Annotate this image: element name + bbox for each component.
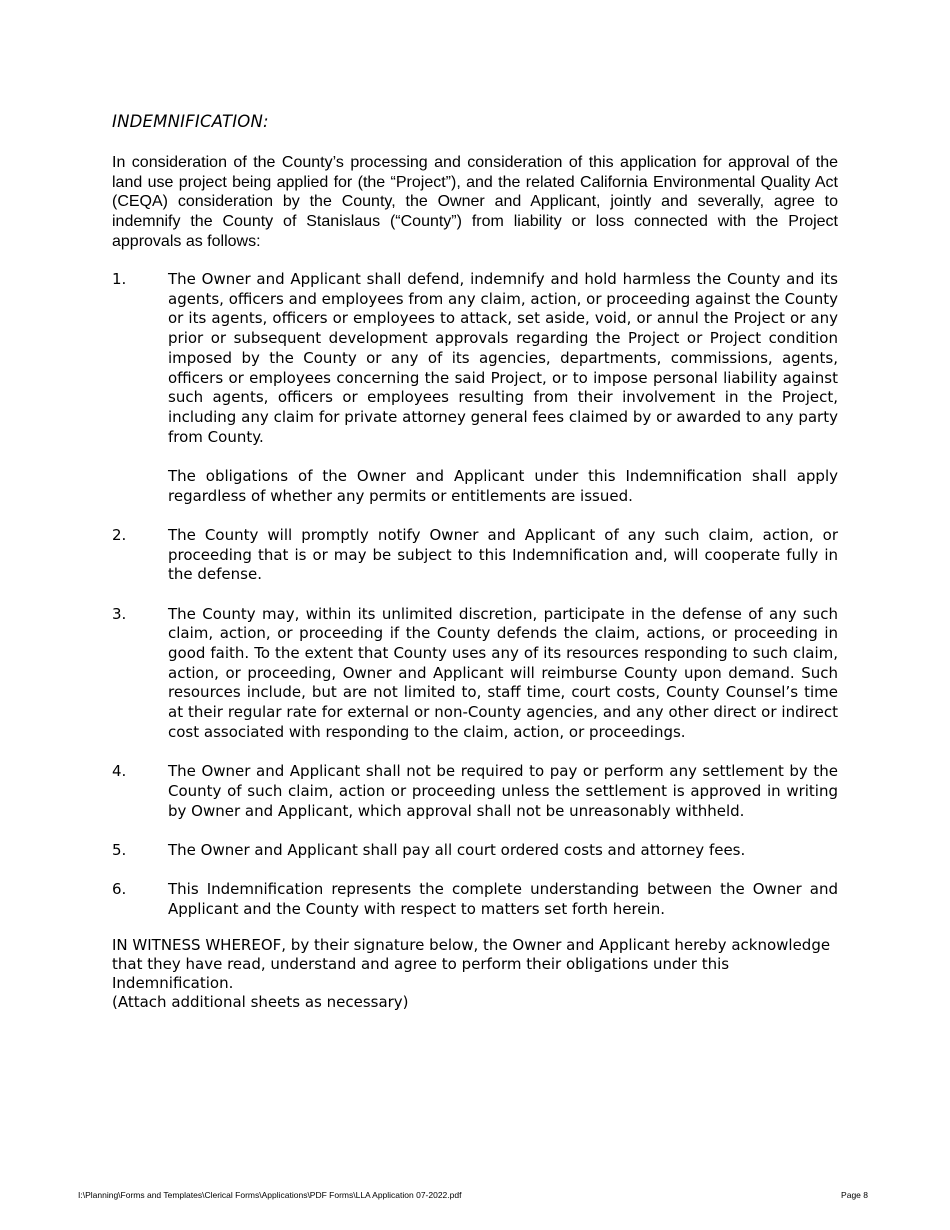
item-number: 4. <box>112 762 127 781</box>
section-heading: INDEMNIFICATION: <box>112 112 269 131</box>
item-number: 5. <box>112 840 127 859</box>
attach-note: (Attach additional sheets as necessary) <box>112 993 409 1011</box>
item-text <box>168 270 838 506</box>
item-paragraph: The Owner and Applicant shall not be required to pay or perform any settlement by the County of such claim, action or proceeding unless the settlement is approved in writing by Owner and Applicant, which approval shall not be unreasonably withheld. <box>168 762 838 820</box>
item-number: 3. <box>112 604 127 623</box>
indemnification-list <box>112 270 838 939</box>
item-number: 1. <box>112 270 127 288</box>
item-text <box>168 841 838 861</box>
witness-paragraph: IN WITNESS WHEREOF, by their signature below, the Owner and Applicant hereby acknowledge that they have read, understand and agree to perform their obligations under this Indemnification. <box>112 936 831 992</box>
item-text <box>168 526 838 585</box>
footer-page-number: Page 8 <box>841 1190 868 1200</box>
list-item <box>112 270 838 506</box>
item-paragraph: This Indemnification represents the complete understanding between the Owner and Applicant and the County with respect to matters set forth herein. <box>168 880 838 918</box>
list-item <box>112 841 838 861</box>
list-item <box>112 526 838 585</box>
item-number: 2. <box>112 525 127 544</box>
list-item <box>112 605 838 743</box>
list-item <box>112 880 838 919</box>
item-paragraph: The Owner and Applicant shall pay all court ordered costs and attorney fees. <box>168 840 746 859</box>
item-text <box>168 880 838 919</box>
item-paragraph: The County will promptly notify Owner and Applicant of any such claim, action, or proceeding that is or may be subject to this Indemnification and, will cooperate fully in the defense. <box>168 525 838 584</box>
item-number: 6. <box>112 880 127 899</box>
item-paragraph: The County may, within its unlimited discretion, participate in the defense of any such claim, action, or proceeding if the County defends the claim, actions, or proceeding in good faith. To the extent that County uses any of its resources responding to such claim, action, or proceeding, Owner and Applicant will reimburse County upon demand. Such resources include, but are not limited to, staff time, court costs, County Counsel’s time at their regular rate for external or non-County agencies, and any other direct or indirect cost associated with responding to the claim, action, or proceedings. <box>168 604 838 741</box>
list-item <box>112 762 838 821</box>
intro-paragraph: In consideration of the County’s processing and consideration of this application for approval of the land use project being applied for (the “Project”), and the related California Environmental Quality Act (CEQA) consideration by the County, the Owner and Applicant, jointly and severally, agree to indemnify the County of Stanislaus (“County”) from liability or loss connected with the Project approvals as follows: <box>112 154 838 250</box>
item-text <box>168 605 838 743</box>
item-text <box>168 762 838 821</box>
footer-file-path: I:\Planning\Forms and Templates\Clerical Forms\Applications\PDF Forms\LLA Application 07-2022.pdf <box>78 1190 462 1200</box>
item-paragraph: The obligations of the Owner and Applicant under this Indemnification shall apply regardless of whether any permits or entitlements are issued. <box>168 466 838 505</box>
item-paragraph: The Owner and Applicant shall defend, indemnify and hold harmless the County and its agents, officers and employees from any claim, action, or proceeding against the County or its agents, officers or employees to attack, set aside, void, or annul the Project or any prior or subsequent development approvals regarding the Project or Project condition imposed by the County or any of its agencies, departments, commissions, agents, officers or employees concerning the said Project, or to impose personal liability against such agents, officers or employees resulting from their involvement in the Project, including any claim for private attorney general fees claimed by or awarded to any party from County. <box>168 270 838 446</box>
